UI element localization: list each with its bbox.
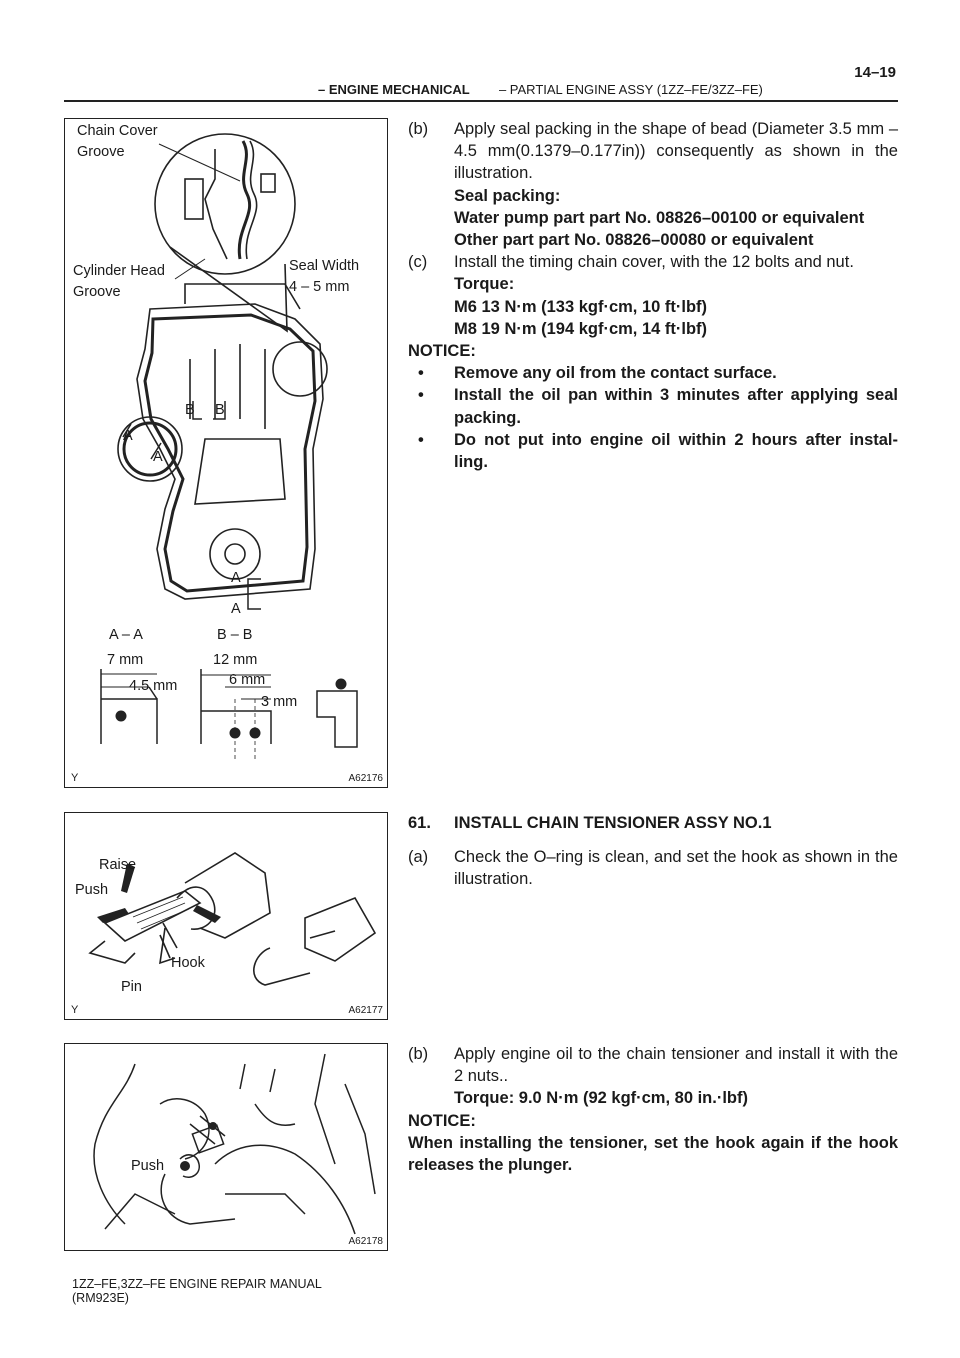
label-a-4: A	[231, 601, 241, 617]
label-section-bb: B – B	[217, 627, 253, 643]
figure-tensioner-hook	[64, 812, 388, 1020]
nut-2	[209, 1122, 217, 1130]
figure1-code: A62176	[348, 773, 383, 784]
torque-m6: M6 13 N·m (133 kgf·cm, 10 ft·lbf)	[454, 297, 708, 316]
figure2-mark: Y	[71, 1004, 79, 1016]
step-c-text: Install the timing chain cover, with the 12 bolts and nut.	[454, 253, 854, 272]
torque-tensioner: Torque: 9.0 N·m (92 kgf·cm, 80 in.·lbf)	[454, 1089, 748, 1108]
step-c-tag: (c)	[408, 253, 428, 272]
seal-packing-title: Seal packing:	[454, 186, 561, 205]
bead-aa	[116, 711, 127, 722]
step-c-install-cover	[408, 251, 898, 273]
label-a-2: A	[153, 449, 163, 465]
seal-packing-water-pump: Water pump part part No. 08826–00100 or equivalent	[454, 208, 865, 227]
step-b-tag: (b)	[408, 120, 429, 138]
torque-title: Torque:	[454, 275, 515, 294]
step-a-tag: (a)	[408, 848, 429, 867]
text-block-install-tensioner	[408, 1043, 898, 1176]
notice-title: NOTICE:	[408, 342, 476, 361]
label-dim-7mm: 7 mm	[107, 652, 144, 668]
notice2-title: NOTICE:	[408, 1111, 476, 1130]
nut-1	[180, 1161, 190, 1171]
header-separator: –	[498, 82, 507, 97]
label-seal-width-value: 4 – 5 mm	[289, 279, 350, 295]
timing-cover-illustration	[65, 119, 387, 787]
label-seal-width: Seal Width	[289, 258, 360, 274]
label-chain-cover: Chain Cover	[77, 123, 158, 139]
header-rule	[64, 100, 898, 102]
label-raise: Raise	[99, 857, 137, 873]
label-hook: Hook	[171, 955, 205, 971]
label-dim-3mm: 3 mm	[261, 694, 298, 710]
figure-tensioner-install	[64, 1043, 388, 1251]
notice-item: • Do not put into engine oil within 2 hours after instal- ling.	[418, 430, 898, 472]
label-cylinder-head: Cylinder Head	[73, 263, 165, 279]
text-block-seal	[408, 118, 898, 473]
figure2-code: A62177	[348, 1005, 383, 1016]
torque-m8: M8 19 N·m (194 kgf·cm, 14 ft·lbf)	[454, 319, 708, 338]
label-cylinder-head-groove: Groove	[73, 284, 121, 300]
tensioner-illustration	[65, 813, 387, 1019]
label-chain-cover-groove: Groove	[77, 144, 125, 160]
step-b2-text: Apply engine oil to the chain tensioner and install it with the 2 nuts..	[454, 1045, 898, 1086]
figure1-mark: Y	[71, 772, 79, 784]
bead-bb-1	[230, 728, 241, 739]
page-number: 14–19	[854, 64, 896, 81]
label-dim-6mm: 6 mm	[229, 672, 266, 688]
step-a-check-oring	[408, 846, 898, 890]
figure3-code: A62178	[348, 1236, 383, 1247]
step-b-apply-oil	[408, 1043, 898, 1087]
label-b-1: B	[185, 402, 195, 418]
move-arrow	[193, 905, 221, 923]
footer-manual-title: 1ZZ–FE,3ZZ–FE ENGINE REPAIR MANUAL	[72, 1277, 322, 1291]
footer-manual-code: (RM923E)	[72, 1291, 129, 1305]
bead-bb-2	[250, 728, 261, 739]
notice-item: • Install the oil pan within 3 minutes after applying seal packing.	[418, 386, 898, 427]
page-footer	[72, 1277, 322, 1305]
push-arrow	[97, 908, 129, 923]
header-section: – ENGINE MECHANICAL	[318, 82, 470, 97]
header-subsection: PARTIAL ENGINE ASSY (1ZZ–FE/3ZZ–FE)	[509, 82, 763, 97]
page-header	[318, 82, 763, 97]
step-61-title: INSTALL CHAIN TENSIONER ASSY NO.1	[454, 814, 772, 832]
label-dim-4-5mm: 4.5 mm	[129, 678, 178, 694]
label-b-2: B	[215, 402, 225, 418]
label-dim-12mm: 12 mm	[213, 652, 258, 668]
label-pin: Pin	[121, 979, 142, 995]
step-b-text: Apply seal packing in the shape of bead (Diameter 3.5 mm – 4.5 mm(0.1379–0.177in)) consequently as shown in the illustration.	[454, 120, 898, 183]
step-b2-tag: (b)	[408, 1045, 429, 1063]
step-61-tag: 61.	[408, 814, 431, 832]
label-a-3: A	[231, 570, 241, 586]
text-block-tensioner	[408, 812, 898, 891]
label-push-install: Push	[131, 1158, 165, 1174]
step-a-text: Check the O–ring is clean, and set the hook as shown in the illustration.	[454, 848, 898, 889]
seal-packing-other: Other part part No. 08826–00080 or equivalent	[454, 231, 814, 250]
step-b-seal-packing	[408, 118, 898, 185]
notice2-body: When installing the tensioner, set the hook again if the hook releases the plunger.	[408, 1133, 898, 1175]
label-section-aa: A – A	[109, 627, 143, 643]
figure-timing-cover	[64, 118, 388, 788]
label-push: Push	[75, 882, 109, 898]
label-a-1: A	[123, 428, 133, 444]
bead-profile	[336, 679, 347, 690]
hands-install-illustration	[65, 1044, 387, 1250]
notice-item: • Remove any oil from the contact surface.	[418, 364, 777, 383]
step-61-heading	[408, 812, 898, 834]
